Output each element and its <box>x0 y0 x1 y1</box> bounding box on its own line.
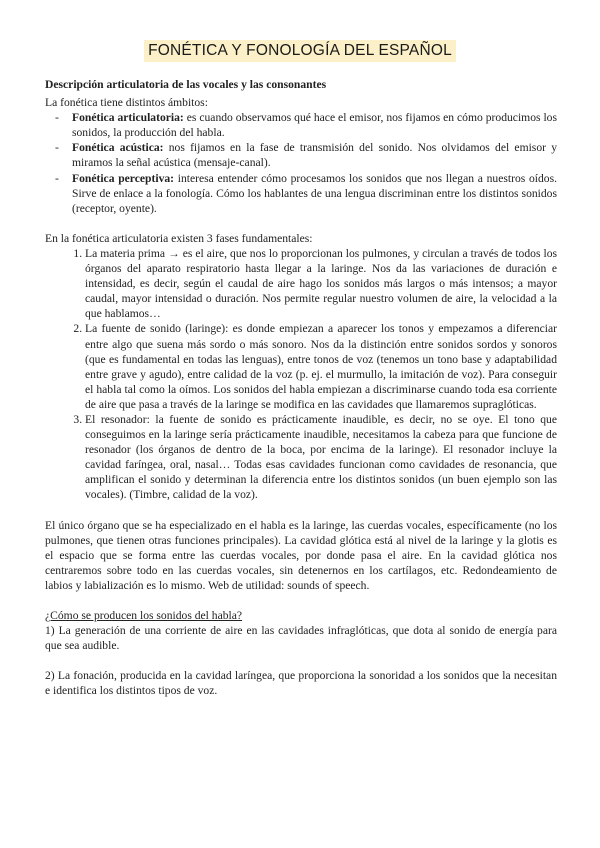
term-text: nos fijamos en la fase de transmisión del sonido. Nos olvidamos del emisor y miramos la señal acústica (mensaje-canal). <box>72 141 557 170</box>
intro-paragraph: La fonética tiene distintos ámbitos: <box>45 96 208 110</box>
title-wrap <box>0 40 600 62</box>
list-item: 1. La materia prima → es el aire, que nos lo proporcionan los pulmones, y circulan a través de todos los órganos del aparato respiratorio hasta llegar a la laringe. Nos da las variaciones de duración e intensidad, es decir, según el caudal de aire hago los sonidos más largos o más intensos; a mayor caudal, mayor intensidad o duración. Nos permite regular nuestro volumen de aire, la velocidad a la que hablamos… <box>85 246 557 321</box>
section-heading: Descripción articulatoria de las vocales y las consonantes <box>45 78 327 91</box>
list-item <box>72 110 557 140</box>
term-label: Fonética perceptiva: <box>72 171 175 185</box>
question-heading: ¿Cómo se producen los sonidos del habla? <box>45 609 243 622</box>
fases-intro: En la fonética articulatoria existen 3 fases fundamentales: <box>45 231 313 245</box>
spacer <box>45 653 557 668</box>
term-text: interesa entender cómo procesamos los sonidos que nos llegan a nuestros oídos. Sirve de enlace a la fonología. Cómo los hablantes de una lengua discriminan entre los distintos sonidos (receptor, oyente). <box>72 171 557 215</box>
list-item <box>72 140 557 170</box>
spacer <box>45 216 557 231</box>
list-item: 3. El resonador: la fuente de sonido es prácticamente inaudible, es decir, no se oye. El tono que conseguimos en la laringe sería prácticamente inaudible, necesitamos la cabeza para que funcione de resonador (los órganos de dentro de la boca, por encima de la laringe). El resonador incluye la cavidad faríngea, oral, nasal… Todas esas cavidades funcionan como cavidades de resonancia, que amplifican el sonido y determinan la diferencia entre los distintos sonidos (un buen ejemplo son las vocales). (Timbre, calidad de la voz). <box>85 412 557 503</box>
term-label: Fonética articulatoria: <box>72 111 184 125</box>
page-title: FONÉTICA Y FONOLOGÍA DEL ESPAÑOL <box>144 40 456 62</box>
spacer <box>45 503 557 518</box>
term-text: es cuando observamos qué hace el emisor, nos fijamos en cómo producimos los sonidos, la producción del habla. <box>72 111 557 140</box>
ambitos-list <box>45 110 557 216</box>
term-label: Fonética acústica: <box>72 141 164 155</box>
list-item <box>72 171 557 216</box>
spacer <box>45 593 557 608</box>
step-1: 1) La generación de una corriente de aire en las cavidades infraglóticas, que dota al sonido de energía para que sea audible. <box>45 624 557 653</box>
step-2: 2) La fonación, producida en la cavidad laríngea, que proporciona la sonoridad a los sonidos que la necesitan e identifica los distintos tipos de voz. <box>45 669 557 698</box>
fases-list <box>45 246 557 503</box>
document-body <box>45 77 557 698</box>
organo-paragraph: El único órgano que se ha especializado en el habla es la laringe, las cuerdas vocales, específicamente (no los pulmones, que tienen otras funciones principales). La cavidad glótica está al nivel de la laringe y la glotis es el espacio que se forma entre las cuerdas vocales, por donde pasa el aire. En la cavidad glótica nos centraremos sobre todo en las cuerdas vocales, sin detenernos en los cartílagos, etc. Redondeamiento de labios y labialización es lo mismo. Web de utilidad: sounds of speech. <box>45 518 557 592</box>
list-item: 2. La fuente de sonido (laringe): es donde empiezan a aparecer los tonos y empezamos a diferenciar entre algo que suena más sordo o más sonoro. Nos da la distinción entre sonidos sordos y sonoros (que es fundamental en todas las lenguas), entre tonos de voz (tenemos un tono base y adaptabilidad entre grave y agudo), entre calidad de la voz (p. ej. el murmullo, la imitación de voz). Para conseguir el habla tal como la oímos. Los sonidos del habla empiezan a discriminarse cuando toda esa corriente de aire que pasa a través de la laringe se modifica en las cavidades que llamaremos supraglóticas. <box>85 321 557 412</box>
